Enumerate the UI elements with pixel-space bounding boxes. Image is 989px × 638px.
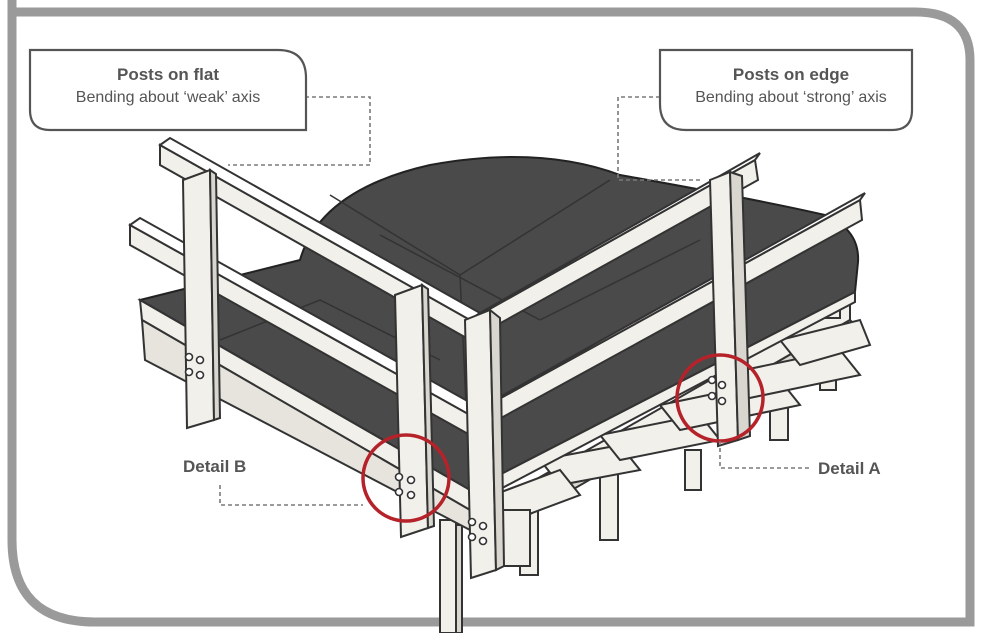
post-flat-1 xyxy=(183,170,214,428)
callout-flat-subtitle: Bending about ‘weak’ axis xyxy=(75,89,261,106)
bolt xyxy=(186,369,193,376)
callout-flat-title: Posts on flat xyxy=(116,65,220,84)
leader-detail-b xyxy=(220,485,363,505)
stump xyxy=(440,520,456,633)
bolt xyxy=(469,519,476,526)
callout-edge-title: Posts on edge xyxy=(732,65,850,84)
bolt xyxy=(719,382,726,389)
bolt xyxy=(709,377,716,384)
stump xyxy=(685,450,701,490)
bolt xyxy=(480,523,487,530)
leader-detail-a xyxy=(720,441,810,468)
detail-b-label: Detail B xyxy=(183,457,247,476)
stump xyxy=(600,470,618,540)
bolt xyxy=(186,354,193,361)
bolt xyxy=(469,534,476,541)
bolt xyxy=(396,474,403,481)
bolt xyxy=(197,357,204,364)
bolt xyxy=(709,393,716,400)
callout-edge-subtitle: Bending about ‘strong’ axis xyxy=(695,89,887,106)
bolt xyxy=(480,538,487,545)
bolt xyxy=(197,372,204,379)
bolt xyxy=(408,492,415,499)
stump xyxy=(456,525,462,633)
bolt xyxy=(408,477,415,484)
bolt xyxy=(396,489,403,496)
bolt xyxy=(719,398,726,405)
detail-a-label: Detail A xyxy=(818,459,881,478)
